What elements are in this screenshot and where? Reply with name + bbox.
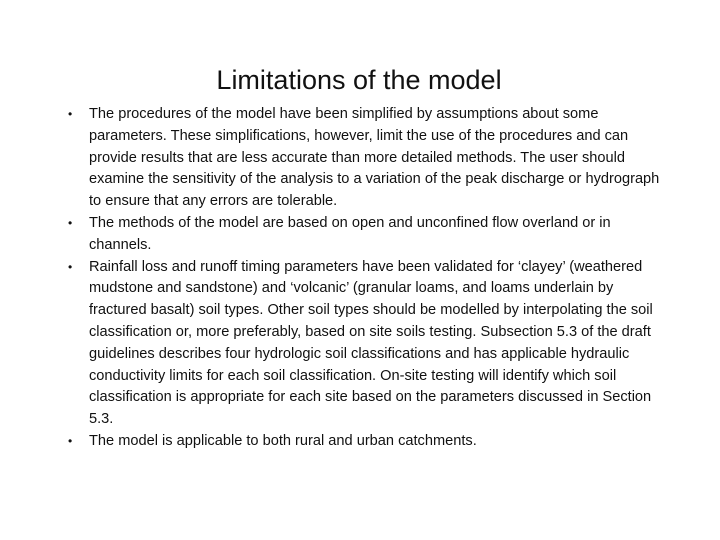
bullet-text: The procedures of the model have been simplified by assumptions about some parameters. These simplifications, however, limit the use of the procedures and can provide results that are less accurate than more detailed methods. The user should examine the sensitivity of the analysis to a variation of the peak discharge or hydrograph to ensure that any errors are tolerable. xyxy=(89,106,660,210)
bullet-item xyxy=(68,257,672,431)
bullet-dot-icon: • xyxy=(68,215,73,230)
bullet-text: The model is applicable to both rural and urban catchments. xyxy=(89,432,477,449)
bullet-item xyxy=(68,431,672,453)
bullet-list xyxy=(68,104,672,453)
bullet-dot-icon: • xyxy=(68,259,73,274)
bullet-item xyxy=(68,104,672,213)
bullet-dot-icon: • xyxy=(68,107,73,121)
slide-title xyxy=(0,62,720,98)
bullet-text: The methods of the model are based on open and unconfined flow overland or in channels. xyxy=(89,214,611,253)
bullet-dot-icon: • xyxy=(68,433,73,448)
bullet-text: Rainfall loss and runoff timing parameters have been validated for ‘clayey’ (weathered mudstone and sandstone) and ‘volcanic’ (granular loams, and loams underlain by fractured basalt) soil types. Other soil types should be modelled by interpolating the soil classification or, more preferably, based on site soils testing. Subsection 5.3 of the draft guidelines describes four hydrologic soil classifications and has applicable hydraulic conductivity limits for each soil classification. On-site testing will identify which soil classification is appropriate for each site based on the parameters discussed in Section 5.3. xyxy=(89,258,653,428)
slide-title-text: Limitations of the model xyxy=(216,65,502,96)
bullet-item xyxy=(68,213,672,257)
